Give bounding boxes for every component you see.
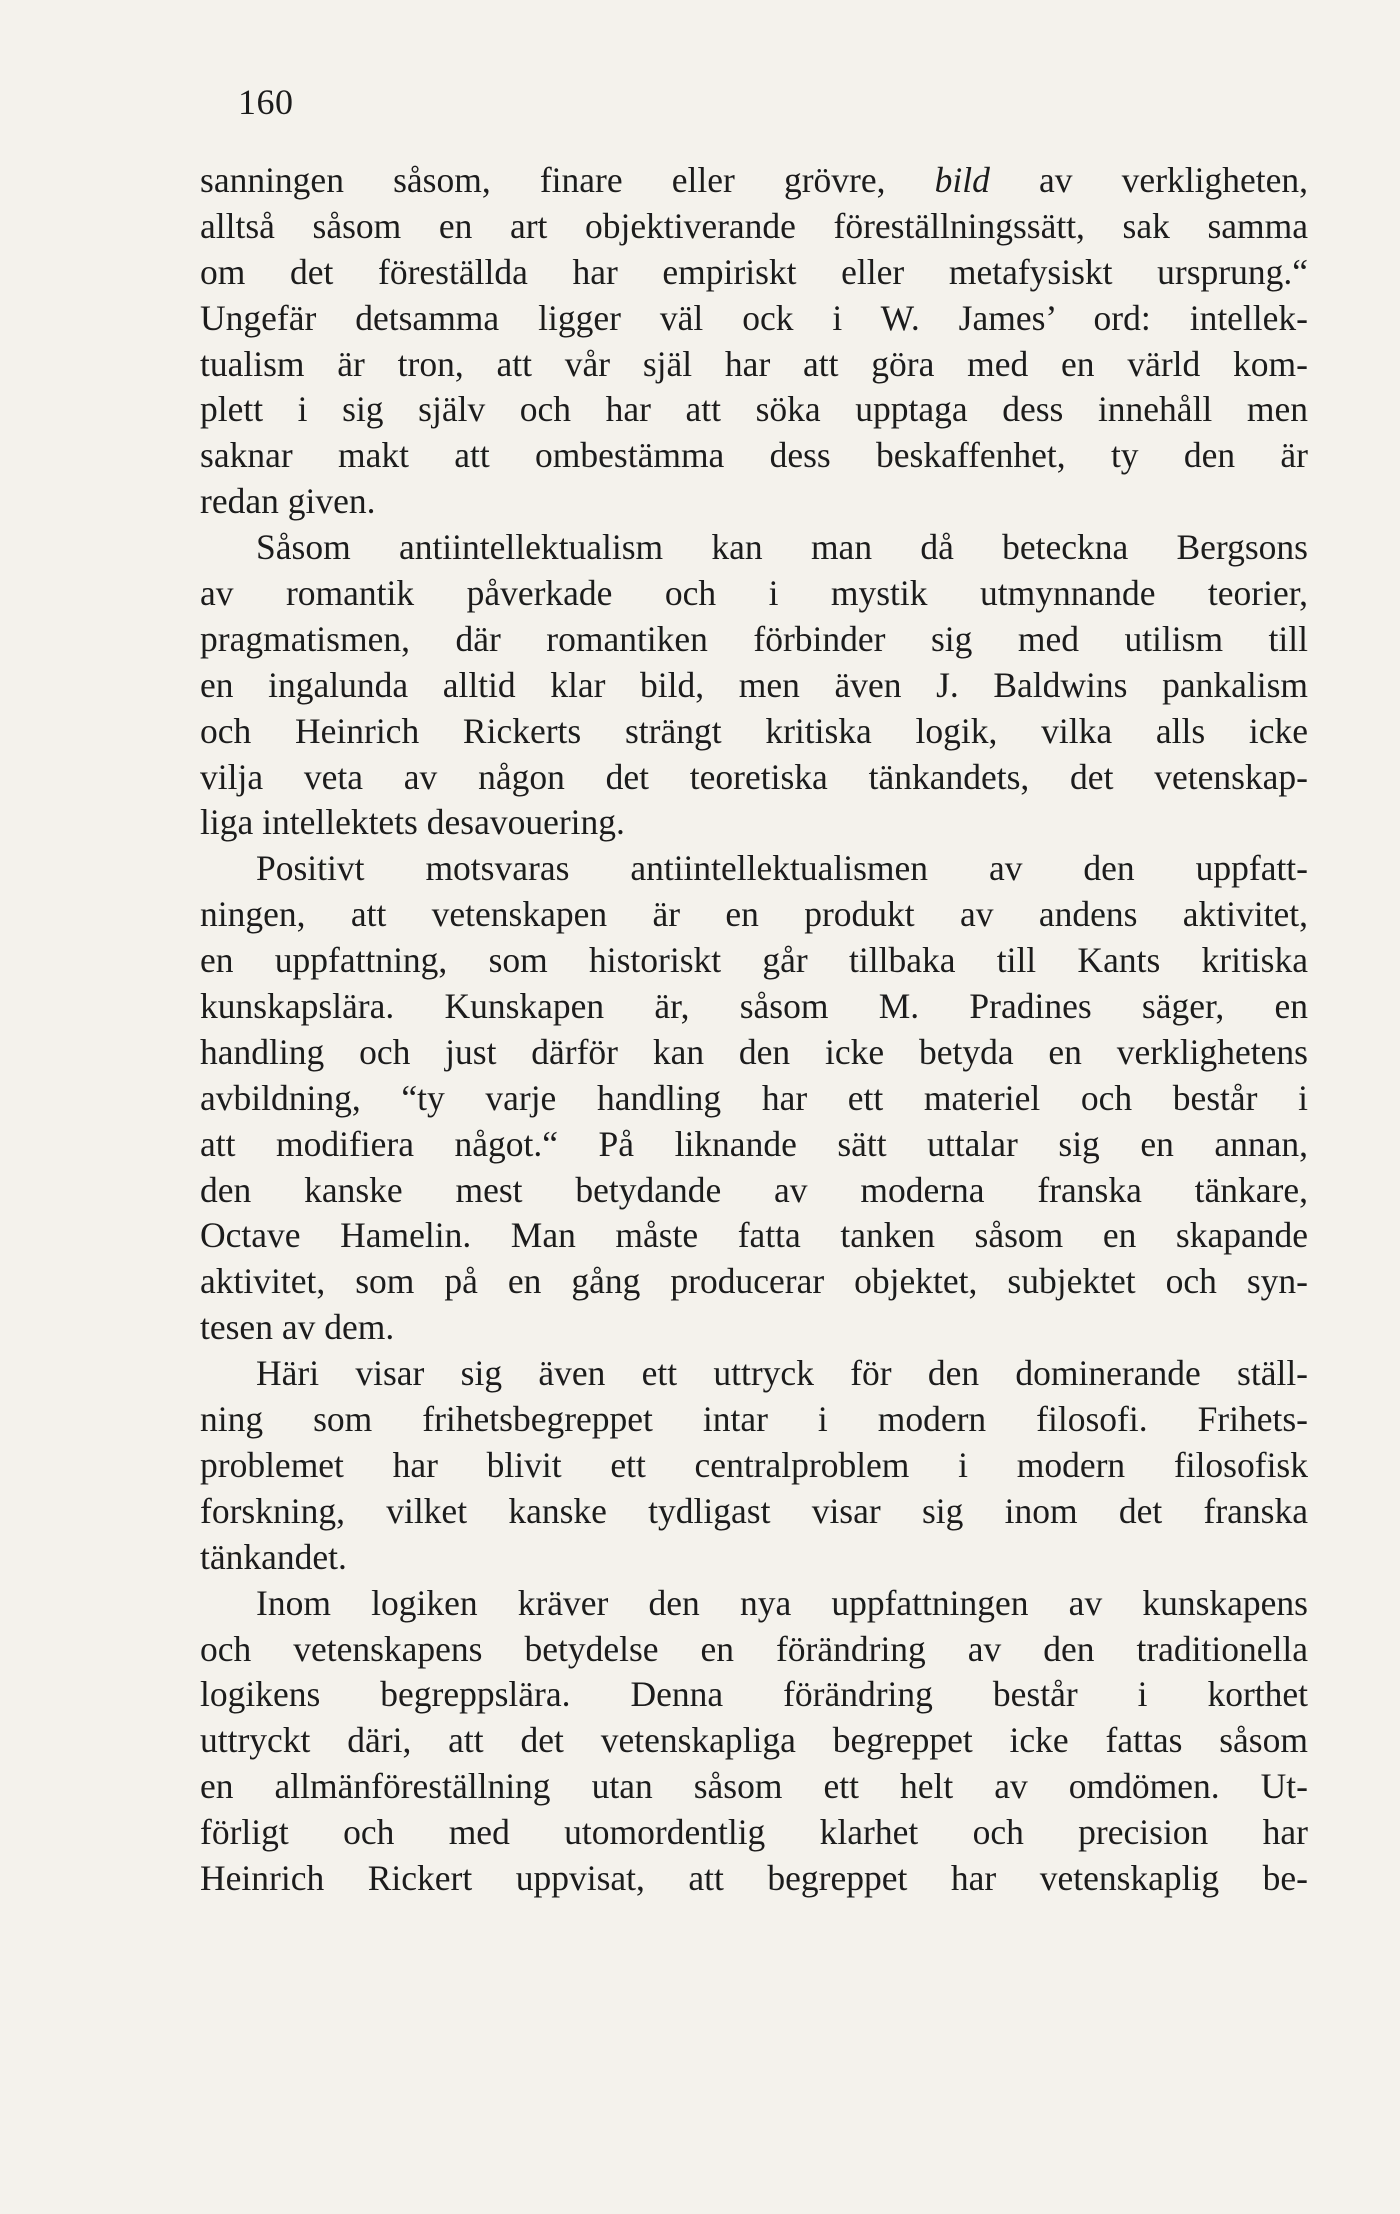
- text-line: en allmänföreställning utan såsom ett helt av omdömen. Ut-: [200, 1766, 1308, 1807]
- body-text: [200, 158, 1308, 1902]
- text-line: förligt och med utomordentlig klarhet och precision har: [200, 1812, 1308, 1853]
- page-number: 160: [238, 82, 294, 122]
- text-line: forskning, vilket kanske tydligast visar sig inom det franska: [200, 1490, 1308, 1531]
- text-line: liga intellektets desavouering.: [200, 802, 625, 843]
- text-line: en ingalunda alltid klar bild, men även J. Baldwins pankalism: [200, 664, 1308, 705]
- text-line: Octave Hamelin. Man måste fatta tanken såsom en skapande: [200, 1215, 1308, 1256]
- text-line: och Heinrich Rickerts strängt kritiska logik, vilka alls icke: [200, 710, 1308, 751]
- text-line: och vetenskapens betydelse en förändring av den traditionella: [200, 1628, 1308, 1669]
- text-line: redan given.: [200, 481, 376, 522]
- text-line: alltså såsom en art objektiverande föreställningssätt, sak samma: [200, 205, 1308, 246]
- text-line: pragmatismen, där romantiken förbinder sig med utilism till: [200, 618, 1308, 659]
- text-line: plett i sig själv och har att söka upptaga dess innehåll men: [200, 389, 1308, 430]
- paragraph-start: Häri visar sig även ett uttryck för den dominerande ställ-: [256, 1353, 1308, 1394]
- text-line: att modifiera något.“ På liknande sätt uttalar sig en annan,: [200, 1123, 1308, 1164]
- text-line: en uppfattning, som historiskt går tillbaka till Kants kritiska: [200, 940, 1308, 981]
- paragraph-start: Positivt motsvaras antiintellektualismen av den uppfatt-: [256, 848, 1308, 889]
- text-line: uttryckt däri, att det vetenskapliga begreppet icke fattas såsom: [200, 1720, 1308, 1761]
- text-line: logikens begreppslära. Denna förändring består i korthet: [200, 1674, 1308, 1715]
- text-line: om det föreställda har empiriskt eller metafysiskt ursprung.“: [200, 251, 1308, 292]
- text-line: tesen av dem.: [200, 1307, 395, 1348]
- text-line: vilja veta av någon det teoretiska tänkandets, det vetenskap-: [200, 756, 1308, 797]
- text-line: handling och just därför kan den icke betyda en verklighetens: [200, 1031, 1308, 1072]
- text-line: kunskapslära. Kunskapen är, såsom M. Pradines säger, en: [200, 986, 1308, 1027]
- text-line: aktivitet, som på en gång producerar objektet, subjektet och syn-: [200, 1261, 1308, 1302]
- text-line: den kanske mest betydande av moderna franska tänkare,: [200, 1169, 1308, 1210]
- italic-word: bild: [934, 160, 990, 200]
- text-line: tualism är tron, att vår själ har att göra med en värld kom-: [200, 343, 1308, 384]
- text-line: av romantik påverkade och i mystik utmynnande teorier,: [200, 573, 1308, 614]
- text-line: avbildning, “ty varje handling har ett materiel och består i: [200, 1077, 1308, 1118]
- text-line: problemet har blivit ett centralproblem i modern filosofisk: [200, 1444, 1308, 1485]
- text-line: ning som frihetsbegreppet intar i modern filosofi. Frihets-: [200, 1399, 1308, 1440]
- text-line: saknar makt att ombestämma dess beskaffenhet, ty den är: [200, 435, 1308, 476]
- paragraph-start: Inom logiken kräver den nya uppfattningen av kunskapens: [256, 1582, 1308, 1623]
- text-line: sanningen såsom, finare eller grövre, bild av verkligheten,: [200, 160, 1308, 200]
- paragraph-start: Såsom antiintellektualism kan man då beteckna Bergsons: [256, 527, 1308, 568]
- text-line: Ungefär detsamma ligger väl ock i W. James’ ord: intellek-: [200, 297, 1308, 338]
- text-line: tänkandet.: [200, 1536, 347, 1577]
- text-line: ningen, att vetenskapen är en produkt av andens aktivitet,: [200, 894, 1308, 935]
- text-line: Heinrich Rickert uppvisat, att begreppet har vetenskaplig be-: [200, 1857, 1308, 1898]
